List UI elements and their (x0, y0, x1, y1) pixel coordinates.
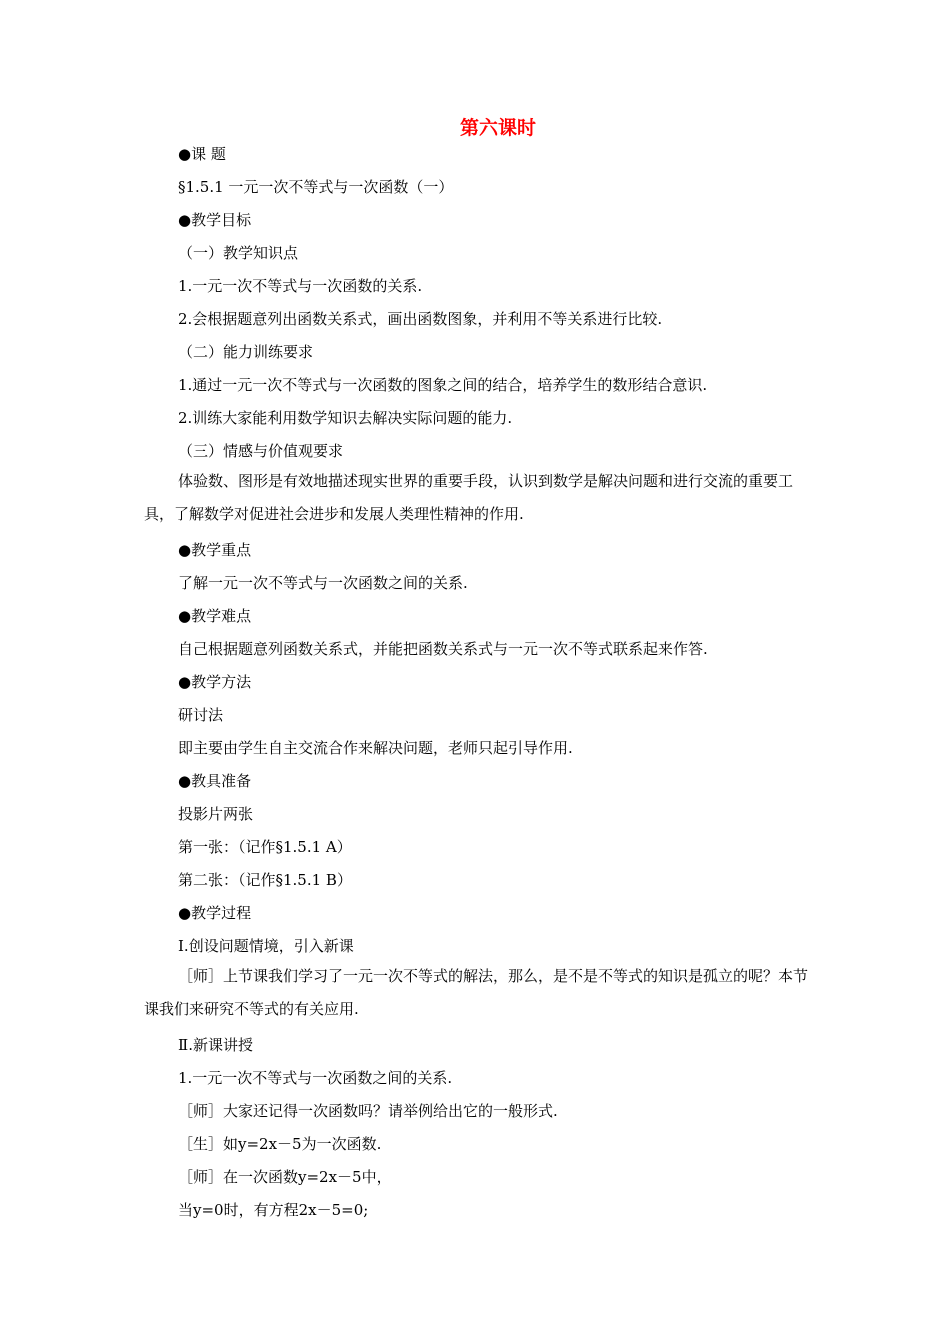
dialogue-line: 当y=0时，有方程2x－5=0; (178, 1201, 369, 1219)
goal-item: 1.通过一元一次不等式与一次函数的图象之间的结合，培养学生的数形结合意识. (178, 376, 708, 394)
dialogue-line: ［生］如y=2x－5为一次函数. (178, 1135, 382, 1153)
dialogue-line: ［师］在一次函数y=2x－5中， (178, 1168, 392, 1186)
section-heading-key-point: ●教学重点 (178, 541, 252, 559)
materials-item: 第二张：（记作§1.5.1 B） (178, 871, 352, 889)
method-text: 研讨法 (178, 706, 224, 724)
subheading-values: （三）情感与价值观要求 (178, 442, 344, 460)
difficulty-text: 自己根据题意列函数关系式，并能把函数关系式与一元一次不等式联系起来作答. (178, 640, 708, 658)
lesson-topic: §1.5.1 一元一次不等式与一次函数（一） (178, 178, 454, 196)
goal-item: 2.会根据题意列出函数关系式，画出函数图象，并利用不等关系进行比较. (178, 310, 663, 328)
section-heading-method: ●教学方法 (178, 673, 252, 691)
method-description: 即主要由学生自主交流合作来解决问题，老师只起引导作用. (178, 739, 573, 757)
dialogue-line: ［师］大家还记得一次函数吗？请举例给出它的一般形式. (178, 1102, 558, 1120)
materials-item: 第一张：（记作§1.5.1 A） (178, 838, 352, 856)
section-heading-goals: ●教学目标 (178, 211, 252, 229)
intro-paragraph: ［师］上节课我们学习了一元一次不等式的解法，那么，是不是不等式的知识是孤立的呢？本节课我们来研究不等式的有关应用. (144, 967, 809, 1018)
values-paragraph: 体验数、图形是有效地描述现实世界的重要手段，认识到数学是解决问题和进行交流的重要工具，了解数学对促进社会进步和发展人类理性精神的作用. (144, 472, 794, 523)
section-heading-process: ●教学过程 (178, 904, 252, 922)
goal-item: 2.训练大家能利用数学知识去解决实际问题的能力. (178, 409, 513, 427)
section-heading-difficulty: ●教学难点 (178, 607, 252, 625)
page-title: 第六课时 (459, 117, 536, 139)
process-step-heading: Ⅰ.创设问题情境，引入新课 (178, 937, 354, 955)
process-step-heading: Ⅱ.新课讲授 (178, 1036, 253, 1054)
subheading-ability: （二）能力训练要求 (178, 343, 314, 361)
materials-text: 投影片两张 (178, 805, 254, 823)
subheading-knowledge: （一）教学知识点 (178, 244, 299, 262)
section-heading-topic: ●课 题 (178, 145, 226, 163)
key-point-text: 了解一元一次不等式与一次函数之间的关系. (178, 574, 468, 592)
section-heading-materials: ●教具准备 (178, 772, 252, 790)
topic-item: 1.一元一次不等式与一次函数之间的关系. (178, 1069, 453, 1087)
goal-item: 1.一元一次不等式与一次函数的关系. (178, 277, 423, 295)
